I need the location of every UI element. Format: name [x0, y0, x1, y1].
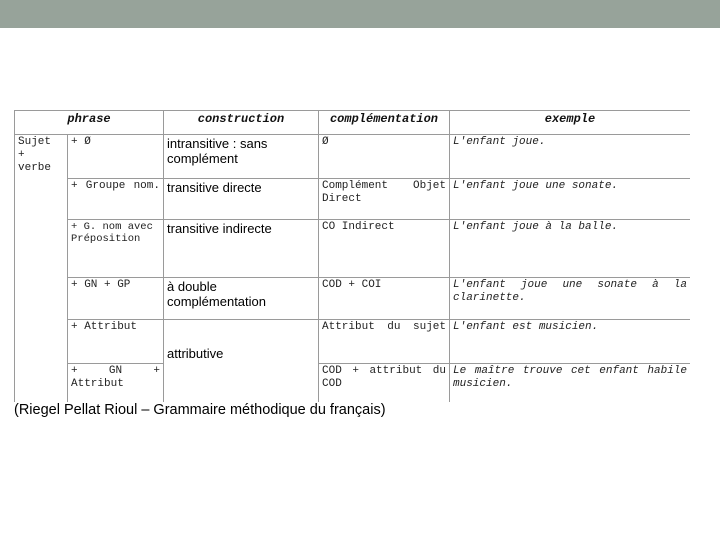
- table-row: [15, 220, 691, 278]
- phrase-cell: + Attribut: [68, 320, 164, 364]
- table-row: [15, 135, 691, 179]
- phrase-cell: + GN + GP: [68, 278, 164, 320]
- complementation-cell: Complément Objet Direct: [319, 179, 450, 220]
- example-cell: L'enfant est musicien.: [450, 320, 691, 364]
- table-row: [15, 320, 691, 364]
- phrase-cell: + Groupe nom.: [68, 179, 164, 220]
- example-cell: Le maître trouve cet enfant habile musicien.: [450, 364, 691, 403]
- complementation-cell: Attribut du sujet: [319, 320, 450, 364]
- header-complementation: complémentation: [319, 111, 450, 135]
- phrase-cell: + GN + Attribut: [68, 364, 164, 403]
- complementation-cell: CO Indirect: [319, 220, 450, 278]
- construction-cell: attributive: [164, 320, 319, 403]
- subject-cell: [15, 135, 68, 403]
- phrase-cell: + Ø: [68, 135, 164, 179]
- example-cell: L'enfant joue une sonate à la clarinette.: [450, 278, 691, 320]
- table-row: [15, 278, 691, 320]
- table-row: [15, 364, 691, 403]
- subject-line: verbe: [18, 162, 52, 174]
- complementation-cell: COD + attribut du COD: [319, 364, 450, 403]
- construction-cell: à double complémentation: [164, 278, 319, 320]
- construction-cell: transitive indirecte: [164, 220, 319, 278]
- construction-cell: intransitive : sans complément: [164, 135, 319, 179]
- subject-line: +: [18, 149, 25, 161]
- header-exemple: exemple: [450, 111, 691, 135]
- grammar-table-image: [14, 110, 690, 402]
- construction-cell: transitive directe: [164, 179, 319, 220]
- example-cell: L'enfant joue.: [450, 135, 691, 179]
- example-cell: L'enfant joue une sonate.: [450, 179, 691, 220]
- header-construction: construction: [164, 111, 319, 135]
- title-bar: [0, 0, 720, 28]
- header-phrase: phrase: [15, 111, 164, 135]
- subject-line: Sujet: [18, 136, 52, 148]
- grammar-table: [14, 110, 690, 402]
- example-cell: L'enfant joue à la balle.: [450, 220, 691, 278]
- source-caption: (Riegel Pellat Rioul – Grammaire méthodique du français): [14, 402, 386, 418]
- table-row: [15, 179, 691, 220]
- phrase-cell: + G. nom avec Préposition: [68, 220, 164, 278]
- complementation-cell: Ø: [319, 135, 450, 179]
- table-header-row: [15, 111, 691, 135]
- complementation-cell: COD + COI: [319, 278, 450, 320]
